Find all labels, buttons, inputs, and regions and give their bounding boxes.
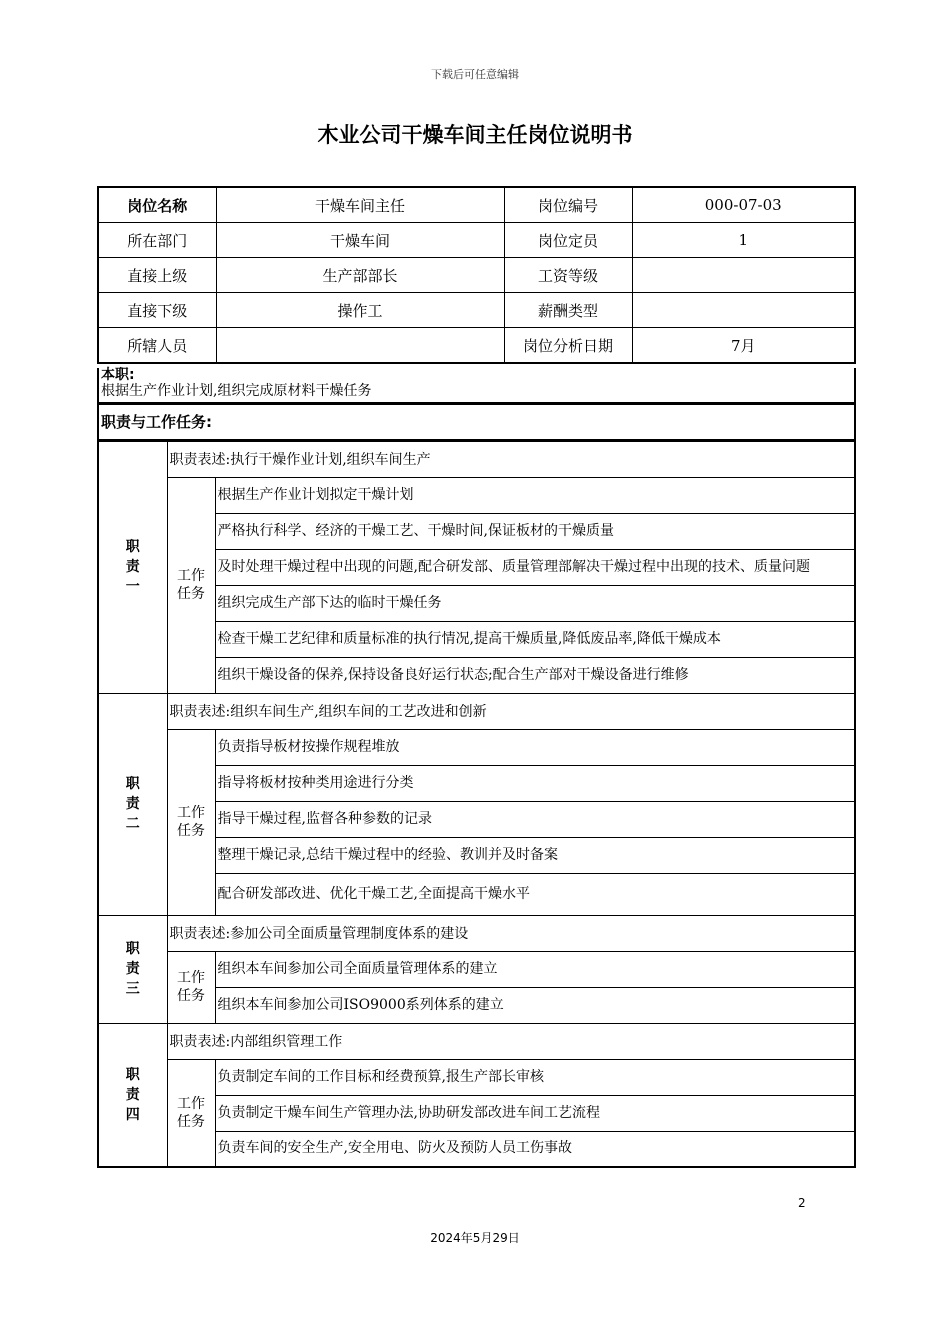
- info-row: [98, 328, 855, 364]
- task-item: 配合研发部改进、优化干燥工艺,全面提高干燥水平: [215, 873, 855, 915]
- info-row: [98, 223, 855, 258]
- info-label: 岗位定员: [504, 223, 632, 258]
- task-item: 严格执行科学、经济的干燥工艺、干燥时间,保证板材的干燥质量: [215, 513, 855, 549]
- info-row: [98, 187, 855, 223]
- info-value: 生产部部长: [216, 258, 504, 293]
- duty-group-name: [98, 915, 167, 1023]
- task-label-line: 任务: [177, 823, 205, 839]
- task-label-line: 任务: [177, 988, 205, 1004]
- task-item: 指导干燥过程,监督各种参数的记录: [215, 801, 855, 837]
- info-value: 1: [632, 223, 855, 258]
- duty-group-name-char: 职: [125, 1066, 140, 1083]
- duty-group-name: [98, 1023, 167, 1167]
- task-item: 组织干燥设备的保养,保持设备良好运行状态;配合生产部对干燥设备进行维修: [215, 657, 855, 693]
- duty-group-name-char: 责: [125, 796, 140, 812]
- duty-summary: 职责表述:参加公司全面质量管理制度体系的建设: [167, 915, 855, 951]
- duty-summary-row: [98, 1023, 855, 1059]
- task-label-line: 工作: [177, 970, 205, 986]
- task-label: [167, 1059, 215, 1167]
- info-value: [632, 293, 855, 328]
- main-duty-text: 根据生产作业计划,组织完成原材料干燥任务: [101, 383, 372, 399]
- info-row: [98, 258, 855, 293]
- info-value: 干燥车间主任: [216, 187, 504, 223]
- info-label: 工资等级: [504, 258, 632, 293]
- duty-group-name-char: 一: [125, 579, 140, 596]
- task-item: 负责制定干燥车间生产管理办法,协助研发部改进车间工艺流程: [215, 1095, 855, 1131]
- task-row: [98, 1059, 855, 1095]
- info-label: 薪酬类型: [504, 293, 632, 328]
- info-value: [216, 328, 504, 364]
- page-number: 2: [798, 1196, 806, 1210]
- task-item: 整理干燥记录,总结干燥过程中的经验、教训并及时备案: [215, 837, 855, 873]
- task-label-line: 工作: [177, 1095, 205, 1112]
- task-item: 负责制定车间的工作目标和经费预算,报生产部长审核: [215, 1059, 855, 1095]
- task-item: 负责指导板材按操作规程堆放: [215, 729, 855, 765]
- responsibilities-heading: 职责与工作任务:: [97, 404, 856, 441]
- header-note: 下载后可任意编辑: [431, 68, 519, 81]
- duty-group-name-char: 责: [125, 1086, 140, 1103]
- duty-group-name-char: 三: [125, 981, 140, 997]
- task-label-line: 工作: [177, 568, 205, 584]
- document-title: 木业公司干燥车间主任岗位说明书: [317, 123, 633, 147]
- info-label: 所在部门: [98, 223, 216, 258]
- duty-group-name: [98, 441, 167, 693]
- task-row: [98, 951, 855, 987]
- task-item: 根据生产作业计划拟定干燥计划: [215, 477, 855, 513]
- main-duty-section: [97, 368, 856, 404]
- task-item: 组织完成生产部下达的临时干燥任务: [215, 585, 855, 621]
- duty-group-name: [98, 693, 167, 915]
- task-label: [167, 477, 215, 693]
- duty-group-name-char: 责: [125, 559, 140, 576]
- info-value: 7月: [632, 328, 855, 364]
- duty-summary-row: [98, 693, 855, 729]
- duty-group-name-char: 职: [125, 776, 140, 792]
- duty-summary: 职责表述:内部组织管理工作: [167, 1023, 855, 1059]
- duty-group-name-char: 职: [125, 539, 140, 556]
- info-label: 直接下级: [98, 293, 216, 328]
- duty-group-name-char: 四: [125, 1106, 140, 1123]
- task-row: [98, 729, 855, 765]
- task-label-line: 任务: [177, 1113, 205, 1130]
- duty-summary-row: [98, 441, 855, 477]
- task-item: 组织本车间参加公司全面质量管理体系的建立: [215, 951, 855, 987]
- task-label-line: 工作: [177, 805, 205, 821]
- task-label: [167, 951, 215, 1023]
- task-item: 组织本车间参加公司ISO9000系列体系的建立: [215, 987, 855, 1023]
- task-item: 负责车间的安全生产,安全用电、防火及预防人员工伤事故: [215, 1131, 855, 1167]
- info-label: 直接上级: [98, 258, 216, 293]
- task-item: 指导将板材按种类用途进行分类: [215, 765, 855, 801]
- info-label: 岗位名称: [98, 187, 216, 223]
- main-duty-label: 本职:: [101, 367, 135, 383]
- info-value: 操作工: [216, 293, 504, 328]
- task-item: 检查干燥工艺纪律和质量标准的执行情况,提高干燥质量,降低废品率,降低干燥成本: [215, 621, 855, 657]
- task-label-line: 任务: [177, 586, 205, 602]
- task-item: 及时处理干燥过程中出现的问题,配合研发部、质量管理部解决干燥过程中出现的技术、质量问题: [215, 549, 855, 585]
- info-label: 岗位编号: [504, 187, 632, 223]
- duties-table: [97, 440, 856, 1168]
- duty-group-name-char: 职: [125, 941, 140, 957]
- task-row: [98, 477, 855, 513]
- duty-group-name-char: 二: [125, 816, 140, 832]
- duty-summary-row: [98, 915, 855, 951]
- duty-group-name-char: 责: [125, 961, 140, 977]
- info-value: 干燥车间: [216, 223, 504, 258]
- task-label: [167, 729, 215, 915]
- footer-date: 2024年5月29日: [430, 1231, 520, 1245]
- duty-summary: 职责表述:执行干燥作业计划,组织车间生产: [167, 441, 855, 477]
- info-row: [98, 293, 855, 328]
- info-value: [632, 258, 855, 293]
- info-value: 000-07-03: [632, 187, 855, 223]
- info-label: 所辖人员: [98, 328, 216, 364]
- info-label: 岗位分析日期: [504, 328, 632, 364]
- position-info-table: [97, 186, 856, 364]
- duty-summary: 职责表述:组织车间生产,组织车间的工艺改进和创新: [167, 693, 855, 729]
